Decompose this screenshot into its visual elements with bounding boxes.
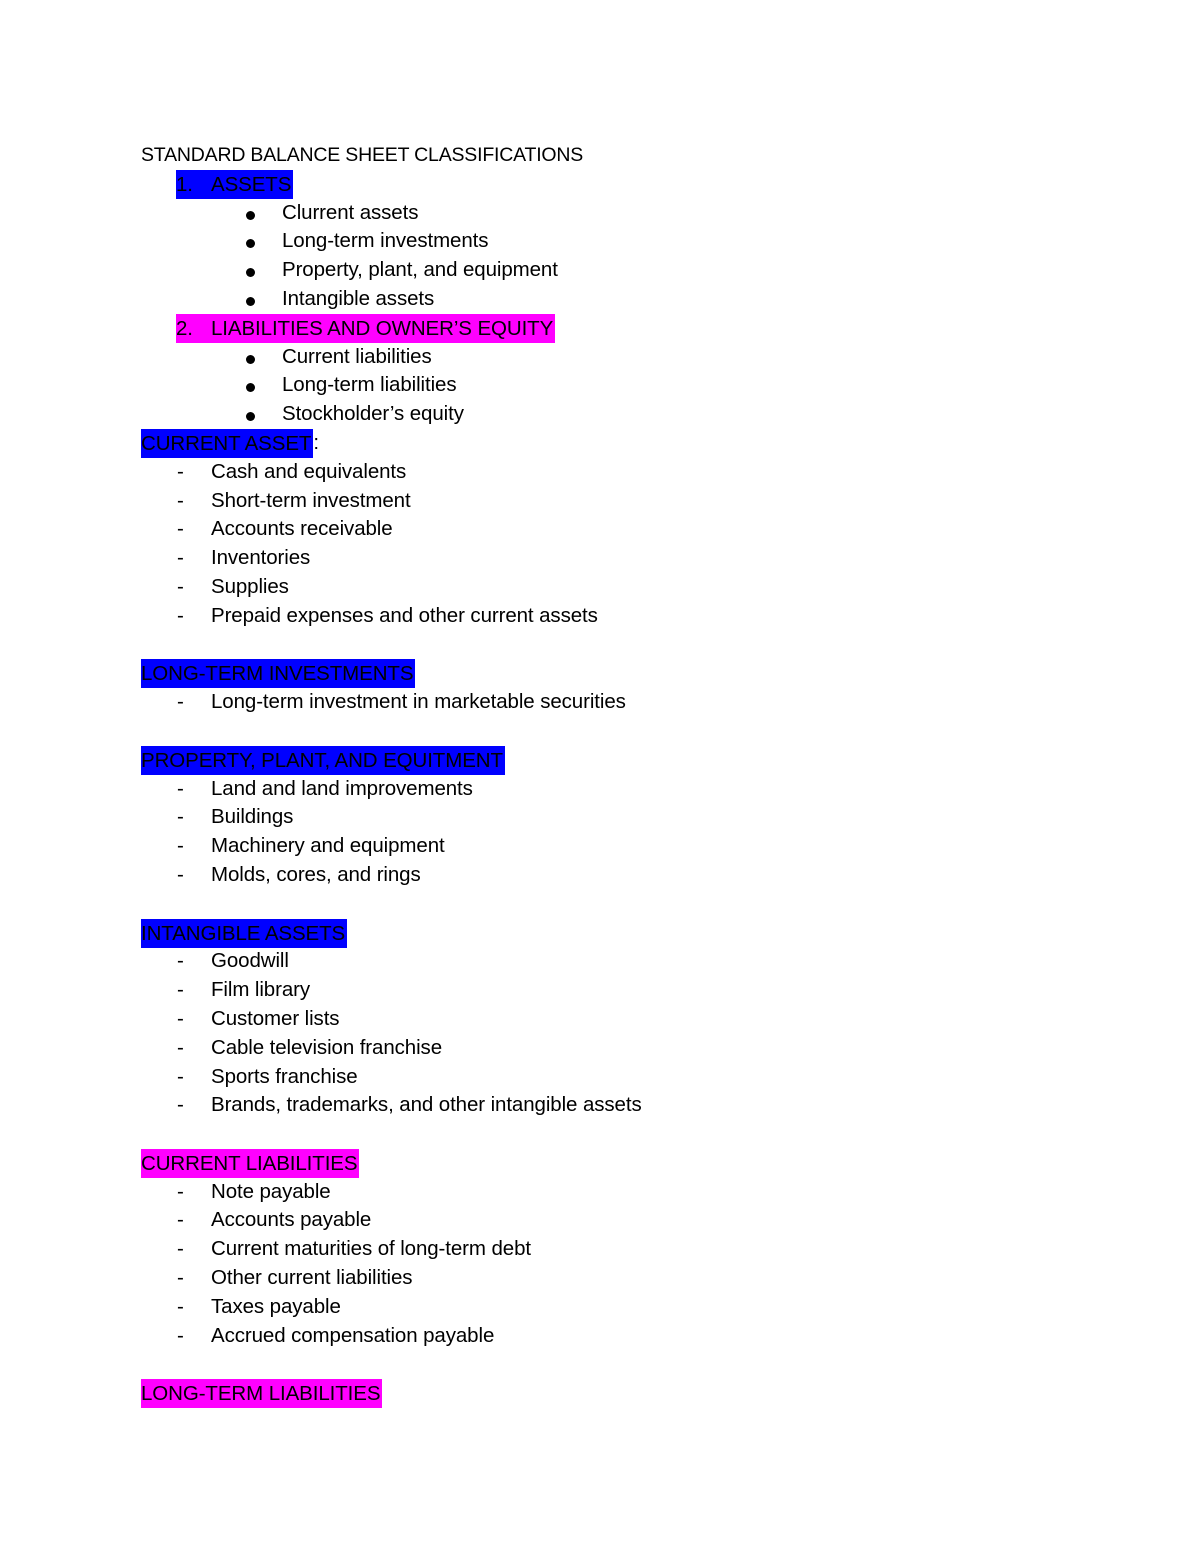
list-item-text: Prepaid expenses and other current assets [211, 603, 598, 627]
document-body [141, 141, 1101, 1408]
list-item-text: Supplies [211, 574, 289, 598]
dash-marker-icon: - [177, 776, 184, 800]
list-item-text: Short-term investment [211, 488, 411, 512]
outline-bullet-text: Intangible assets [282, 286, 435, 310]
dash-marker-icon: - [177, 690, 184, 714]
list-item [141, 1005, 1101, 1034]
list-item [141, 1235, 1101, 1264]
section-heading-label: INTANGIBLE ASSETS [141, 919, 347, 948]
section-heading-label: CURRENT LIABILITIES [141, 1149, 359, 1178]
outline-bullet-text: Property, plant, and equipment [282, 258, 558, 282]
bullet-dot-icon [246, 268, 255, 277]
section-spacer [141, 631, 1101, 660]
list-item [141, 1293, 1101, 1322]
outline-item-liabilities-and-owner-s-equity [141, 314, 1101, 343]
list-item-text: Accounts receivable [211, 517, 393, 541]
dash-marker-icon: - [177, 1093, 184, 1117]
dash-marker-icon: - [177, 805, 184, 829]
list-item-text: Accrued compensation payable [211, 1323, 495, 1347]
outline-bullet-text: Long-term investments [282, 229, 489, 253]
section-heading-label: CURRENT ASSET [141, 429, 313, 458]
section-heading-label: LONG-TERM INVESTMENTS [141, 659, 415, 688]
outline-bullet-text: Clurrent assets [282, 200, 419, 224]
list-item-text: Customer lists [211, 1006, 340, 1030]
section-heading-intangible-assets [141, 919, 1101, 948]
classification-sections [141, 429, 1101, 1408]
dash-marker-icon: - [177, 834, 184, 858]
outline-bullet-item [141, 371, 1101, 400]
outline-heading-highlight [176, 170, 293, 199]
list-item [141, 515, 1101, 544]
list-item [141, 1206, 1101, 1235]
list-item [141, 487, 1101, 516]
dash-marker-icon: - [177, 862, 184, 886]
list-item-text: Note payable [211, 1179, 331, 1203]
dash-marker-icon: - [177, 1294, 184, 1318]
outline-bullet-text: Stockholder’s equity [282, 402, 464, 426]
dash-marker-icon: - [177, 1323, 184, 1347]
list-item [141, 1178, 1101, 1207]
bullet-dot-icon [246, 412, 255, 421]
section-heading-label: LONG-TERM LIABILITIES [141, 1379, 382, 1408]
dash-marker-icon: - [177, 546, 184, 570]
list-item-text: Brands, trademarks, and other intangible assets [211, 1093, 642, 1117]
list-item [141, 775, 1101, 804]
list-item [141, 1264, 1101, 1293]
dash-marker-icon: - [177, 1179, 184, 1203]
outline-number: 2. [176, 316, 193, 340]
section-spacer [141, 890, 1101, 919]
list-item-text: Cash and equivalents [211, 459, 407, 483]
dash-marker-icon: - [177, 1064, 184, 1088]
dash-marker-icon: - [177, 574, 184, 598]
list-item [141, 976, 1101, 1005]
dash-marker-icon: - [177, 1237, 184, 1261]
list-item-text: Molds, cores, and rings [211, 862, 421, 886]
classification-outline [141, 170, 1101, 429]
list-item-text: Cable television franchise [211, 1035, 442, 1059]
list-item [141, 1091, 1101, 1120]
dash-marker-icon: - [177, 517, 184, 541]
list-item [141, 688, 1101, 717]
list-item-text: Current maturities of long-term debt [211, 1237, 531, 1261]
list-item [141, 1322, 1101, 1351]
bullet-dot-icon [246, 297, 255, 306]
outline-bullet-item [141, 256, 1101, 285]
bullet-dot-icon [246, 211, 255, 220]
list-item-text: Buildings [211, 805, 294, 829]
section-heading-current-asset [141, 429, 1101, 458]
list-item-text: Film library [211, 978, 311, 1002]
bullet-dot-icon [246, 355, 255, 364]
list-item [141, 947, 1101, 976]
list-item-text: Machinery and equipment [211, 834, 445, 858]
section-spacer [141, 1350, 1101, 1379]
list-item [141, 544, 1101, 573]
dash-marker-icon: - [177, 603, 184, 627]
list-item [141, 861, 1101, 890]
list-item-text: Sports franchise [211, 1064, 358, 1088]
outline-bullet-text: Current liabilities [282, 344, 432, 368]
outline-heading-label: LIABILITIES AND OWNER’S EQUITY [211, 316, 554, 340]
outline-bullet-text: Long-term liabilities [282, 373, 457, 397]
section-heading-property-plant-and-equitment [141, 746, 1101, 775]
outline-bullet-item [141, 285, 1101, 314]
outline-item-assets [141, 170, 1101, 199]
section-spacer [141, 717, 1101, 746]
list-item-text: Goodwill [211, 949, 289, 973]
outline-bullet-item [141, 227, 1101, 256]
dash-marker-icon: - [177, 459, 184, 483]
list-item-text: Accounts payable [211, 1208, 372, 1232]
dash-marker-icon: - [177, 978, 184, 1002]
dash-marker-icon: - [177, 1208, 184, 1232]
section-heading-long-term-investments [141, 659, 1101, 688]
outline-bullet-item [141, 400, 1101, 429]
outline-bullet-item [141, 199, 1101, 228]
section-spacer [141, 1120, 1101, 1149]
list-item-text: Land and land improvements [211, 776, 473, 800]
list-item [141, 602, 1101, 631]
section-heading-suffix: : [313, 430, 319, 454]
list-item [141, 458, 1101, 487]
bullet-dot-icon [246, 239, 255, 248]
dash-marker-icon: - [177, 1035, 184, 1059]
list-item-text: Other current liabilities [211, 1266, 413, 1290]
list-item-text: Taxes payable [211, 1294, 341, 1318]
list-item [141, 803, 1101, 832]
list-item [141, 1063, 1101, 1092]
document-title: STANDARD BALANCE SHEET CLASSIFICATIONS [141, 144, 584, 166]
list-item-text: Inventories [211, 546, 311, 570]
list-item [141, 573, 1101, 602]
dash-marker-icon: - [177, 1266, 184, 1290]
dash-marker-icon: - [177, 1006, 184, 1030]
section-heading-long-term-liabilities [141, 1379, 1101, 1408]
outline-number: 1. [176, 172, 193, 196]
list-item-text: Long-term investment in marketable securities [211, 690, 626, 714]
outline-heading-highlight [176, 314, 555, 343]
section-heading-label: PROPERTY, PLANT, AND EQUITMENT [141, 746, 505, 775]
list-item [141, 1034, 1101, 1063]
dash-marker-icon: - [177, 488, 184, 512]
outline-heading-label: ASSETS [211, 172, 292, 196]
list-item [141, 832, 1101, 861]
outline-bullet-item [141, 343, 1101, 372]
bullet-dot-icon [246, 383, 255, 392]
section-heading-current-liabilities [141, 1149, 1101, 1178]
dash-marker-icon: - [177, 949, 184, 973]
